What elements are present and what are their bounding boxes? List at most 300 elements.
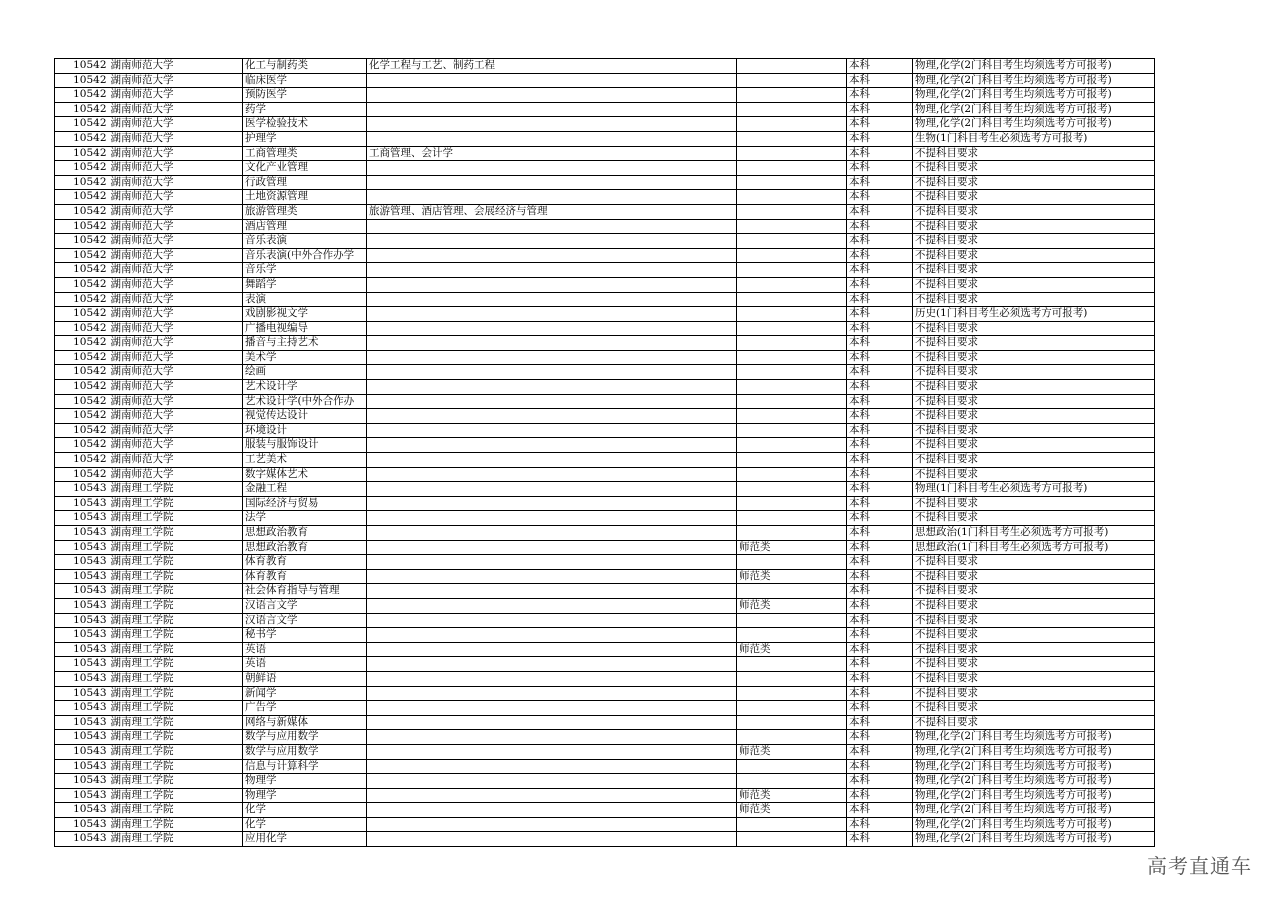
school-code-cell: 10542 <box>55 365 109 380</box>
category-cell <box>737 817 847 832</box>
school-name-cell: 湖南师范大学 <box>109 350 243 365</box>
included-majors-cell: 化学工程与工艺、制药工程 <box>367 59 737 74</box>
included-majors-cell <box>367 102 737 117</box>
included-majors-cell <box>367 336 737 351</box>
school-code-cell: 10542 <box>55 234 109 249</box>
category-cell <box>737 380 847 395</box>
category-cell <box>737 482 847 497</box>
school-name-cell: 湖南理工学院 <box>109 788 243 803</box>
included-majors-cell <box>367 321 737 336</box>
included-majors-cell <box>367 759 737 774</box>
subject-requirement-cell: 物理,化学(2门科目考生均须选考方可报考) <box>913 774 1155 789</box>
table-row <box>55 263 1155 278</box>
category-cell <box>737 438 847 453</box>
level-cell: 本科 <box>847 671 913 686</box>
table-row <box>55 788 1155 803</box>
school-code-cell: 10542 <box>55 307 109 322</box>
table-row <box>55 453 1155 468</box>
school-code-cell: 10542 <box>55 292 109 307</box>
included-majors-cell <box>367 496 737 511</box>
category-cell <box>737 613 847 628</box>
category-cell <box>737 73 847 88</box>
table-row <box>55 102 1155 117</box>
table-row <box>55 511 1155 526</box>
table-row <box>55 175 1155 190</box>
school-name-cell: 湖南师范大学 <box>109 117 243 132</box>
school-name-cell: 湖南师范大学 <box>109 453 243 468</box>
level-cell: 本科 <box>847 336 913 351</box>
table-row <box>55 628 1155 643</box>
school-code-cell: 10542 <box>55 336 109 351</box>
level-cell: 本科 <box>847 131 913 146</box>
table-row <box>55 438 1155 453</box>
category-cell <box>737 394 847 409</box>
table-row <box>55 350 1155 365</box>
category-cell <box>737 657 847 672</box>
level-cell: 本科 <box>847 642 913 657</box>
category-cell <box>737 263 847 278</box>
category-cell: 师范类 <box>737 803 847 818</box>
major-cell: 视觉传达设计 <box>243 409 367 424</box>
school-code-cell: 10543 <box>55 511 109 526</box>
school-name-cell: 湖南理工学院 <box>109 511 243 526</box>
included-majors-cell <box>367 88 737 103</box>
school-code-cell: 10543 <box>55 774 109 789</box>
subject-requirement-cell: 物理(1门科目考生必须选考方可报考) <box>913 482 1155 497</box>
included-majors-cell <box>367 671 737 686</box>
table-row <box>55 744 1155 759</box>
major-cell: 数学与应用数学 <box>243 744 367 759</box>
subject-requirement-cell: 物理,化学(2门科目考生均须选考方可报考) <box>913 59 1155 74</box>
subject-requirement-cell: 不提科目要求 <box>913 380 1155 395</box>
school-name-cell: 湖南师范大学 <box>109 423 243 438</box>
subject-requirement-cell: 历史(1门科目考生必须选考方可报考) <box>913 307 1155 322</box>
school-name-cell: 湖南理工学院 <box>109 744 243 759</box>
included-majors-cell <box>367 584 737 599</box>
school-name-cell: 湖南师范大学 <box>109 292 243 307</box>
school-code-cell: 10543 <box>55 482 109 497</box>
level-cell: 本科 <box>847 453 913 468</box>
major-cell: 音乐学 <box>243 263 367 278</box>
school-code-cell: 10543 <box>55 788 109 803</box>
school-code-cell: 10542 <box>55 117 109 132</box>
subject-requirement-cell: 物理,化学(2门科目考生均须选考方可报考) <box>913 759 1155 774</box>
level-cell: 本科 <box>847 234 913 249</box>
school-code-cell: 10542 <box>55 380 109 395</box>
category-cell <box>737 277 847 292</box>
school-code-cell: 10542 <box>55 219 109 234</box>
category-cell <box>737 219 847 234</box>
school-code-cell: 10542 <box>55 321 109 336</box>
major-cell: 化工与制药类 <box>243 59 367 74</box>
school-code-cell: 10543 <box>55 598 109 613</box>
category-cell <box>737 321 847 336</box>
level-cell: 本科 <box>847 832 913 847</box>
included-majors-cell <box>367 263 737 278</box>
included-majors-cell <box>367 540 737 555</box>
category-cell <box>737 409 847 424</box>
table-body <box>55 59 1155 847</box>
category-cell <box>737 467 847 482</box>
level-cell: 本科 <box>847 117 913 132</box>
subject-requirement-cell: 不提科目要求 <box>913 496 1155 511</box>
major-cell: 物理学 <box>243 788 367 803</box>
level-cell: 本科 <box>847 526 913 541</box>
major-cell: 旅游管理类 <box>243 204 367 219</box>
category-cell <box>737 117 847 132</box>
subject-requirement-cell: 物理,化学(2门科目考生均须选考方可报考) <box>913 788 1155 803</box>
major-cell: 工商管理类 <box>243 146 367 161</box>
level-cell: 本科 <box>847 161 913 176</box>
school-code-cell: 10543 <box>55 555 109 570</box>
school-name-cell: 湖南理工学院 <box>109 598 243 613</box>
included-majors-cell <box>367 161 737 176</box>
subject-requirement-cell: 思想政治(1门科目考生必须选考方可报考) <box>913 526 1155 541</box>
level-cell: 本科 <box>847 584 913 599</box>
major-cell: 广告学 <box>243 701 367 716</box>
level-cell: 本科 <box>847 102 913 117</box>
school-name-cell: 湖南师范大学 <box>109 190 243 205</box>
school-code-cell: 10543 <box>55 496 109 511</box>
table-row <box>55 598 1155 613</box>
major-cell: 药学 <box>243 102 367 117</box>
included-majors-cell <box>367 423 737 438</box>
major-cell: 音乐表演(中外合作办学 <box>243 248 367 263</box>
level-cell: 本科 <box>847 598 913 613</box>
school-code-cell: 10542 <box>55 467 109 482</box>
included-majors-cell <box>367 365 737 380</box>
major-cell: 法学 <box>243 511 367 526</box>
subject-requirement-cell: 物理,化学(2门科目考生均须选考方可报考) <box>913 817 1155 832</box>
school-name-cell: 湖南师范大学 <box>109 161 243 176</box>
included-majors-cell <box>367 701 737 716</box>
included-majors-cell: 旅游管理、酒店管理、会展经济与管理 <box>367 204 737 219</box>
school-code-cell: 10542 <box>55 59 109 74</box>
subject-requirement-cell: 不提科目要求 <box>913 467 1155 482</box>
category-cell <box>737 701 847 716</box>
category-cell <box>737 686 847 701</box>
table-row <box>55 204 1155 219</box>
category-cell <box>737 759 847 774</box>
level-cell: 本科 <box>847 686 913 701</box>
school-code-cell: 10542 <box>55 350 109 365</box>
school-name-cell: 湖南师范大学 <box>109 365 243 380</box>
level-cell: 本科 <box>847 803 913 818</box>
level-cell: 本科 <box>847 730 913 745</box>
subject-requirement-cell: 不提科目要求 <box>913 336 1155 351</box>
included-majors-cell <box>367 730 737 745</box>
level-cell: 本科 <box>847 613 913 628</box>
major-cell: 舞蹈学 <box>243 277 367 292</box>
major-cell: 医学检验技术 <box>243 117 367 132</box>
table-row <box>55 190 1155 205</box>
major-cell: 播音与主持艺术 <box>243 336 367 351</box>
category-cell <box>737 555 847 570</box>
table-row <box>55 146 1155 161</box>
included-majors-cell <box>367 555 737 570</box>
level-cell: 本科 <box>847 380 913 395</box>
category-cell: 师范类 <box>737 598 847 613</box>
school-code-cell: 10543 <box>55 642 109 657</box>
school-code-cell: 10543 <box>55 832 109 847</box>
school-name-cell: 湖南师范大学 <box>109 248 243 263</box>
table-row <box>55 832 1155 847</box>
included-majors-cell <box>367 248 737 263</box>
subject-requirement-cell: 不提科目要求 <box>913 146 1155 161</box>
level-cell: 本科 <box>847 817 913 832</box>
major-cell: 文化产业管理 <box>243 161 367 176</box>
subject-requirement-cell: 不提科目要求 <box>913 161 1155 176</box>
major-cell: 行政管理 <box>243 175 367 190</box>
category-cell <box>737 175 847 190</box>
table-row <box>55 117 1155 132</box>
subject-requirement-cell: 不提科目要求 <box>913 248 1155 263</box>
school-code-cell: 10543 <box>55 569 109 584</box>
included-majors-cell <box>367 394 737 409</box>
school-code-cell: 10542 <box>55 394 109 409</box>
subject-requirement-cell: 物理,化学(2门科目考生均须选考方可报考) <box>913 117 1155 132</box>
category-cell <box>737 774 847 789</box>
included-majors-cell <box>367 467 737 482</box>
school-name-cell: 湖南理工学院 <box>109 569 243 584</box>
major-cell: 秘书学 <box>243 628 367 643</box>
level-cell: 本科 <box>847 409 913 424</box>
school-code-cell: 10542 <box>55 423 109 438</box>
school-code-cell: 10542 <box>55 73 109 88</box>
school-code-cell: 10543 <box>55 526 109 541</box>
subject-requirement-cell: 不提科目要求 <box>913 423 1155 438</box>
subject-requirement-cell: 不提科目要求 <box>913 438 1155 453</box>
school-name-cell: 湖南理工学院 <box>109 628 243 643</box>
major-cell: 化学 <box>243 817 367 832</box>
major-cell: 环境设计 <box>243 423 367 438</box>
level-cell: 本科 <box>847 496 913 511</box>
major-cell: 护理学 <box>243 131 367 146</box>
table-row <box>55 701 1155 716</box>
major-cell: 思想政治教育 <box>243 526 367 541</box>
subject-requirement-cell: 不提科目要求 <box>913 628 1155 643</box>
table-row <box>55 131 1155 146</box>
school-name-cell: 湖南师范大学 <box>109 102 243 117</box>
major-cell: 新闻学 <box>243 686 367 701</box>
major-cell: 英语 <box>243 657 367 672</box>
major-cell: 金融工程 <box>243 482 367 497</box>
table-row <box>55 803 1155 818</box>
major-cell: 社会体育指导与管理 <box>243 584 367 599</box>
included-majors-cell <box>367 131 737 146</box>
subject-requirement-cell: 不提科目要求 <box>913 453 1155 468</box>
level-cell: 本科 <box>847 394 913 409</box>
school-name-cell: 湖南师范大学 <box>109 409 243 424</box>
school-name-cell: 湖南师范大学 <box>109 394 243 409</box>
school-name-cell: 湖南理工学院 <box>109 496 243 511</box>
school-name-cell: 湖南理工学院 <box>109 817 243 832</box>
table-row <box>55 482 1155 497</box>
table-row <box>55 715 1155 730</box>
school-code-cell: 10543 <box>55 671 109 686</box>
category-cell <box>737 715 847 730</box>
level-cell: 本科 <box>847 467 913 482</box>
school-name-cell: 湖南师范大学 <box>109 73 243 88</box>
included-majors-cell <box>367 117 737 132</box>
subject-requirement-cell: 物理,化学(2门科目考生均须选考方可报考) <box>913 88 1155 103</box>
subject-requirement-cell: 物理,化学(2门科目考生均须选考方可报考) <box>913 744 1155 759</box>
major-cell: 广播电视编导 <box>243 321 367 336</box>
level-cell: 本科 <box>847 204 913 219</box>
level-cell: 本科 <box>847 511 913 526</box>
table-row <box>55 496 1155 511</box>
subject-requirement-cell: 不提科目要求 <box>913 715 1155 730</box>
subject-requirement-cell: 不提科目要求 <box>913 409 1155 424</box>
school-name-cell: 湖南师范大学 <box>109 219 243 234</box>
subject-requirement-cell: 不提科目要求 <box>913 511 1155 526</box>
level-cell: 本科 <box>847 657 913 672</box>
subject-requirement-cell: 不提科目要求 <box>913 555 1155 570</box>
school-name-cell: 湖南师范大学 <box>109 131 243 146</box>
table-row <box>55 292 1155 307</box>
included-majors-cell <box>367 350 737 365</box>
school-code-cell: 10542 <box>55 131 109 146</box>
included-majors-cell <box>367 526 737 541</box>
level-cell: 本科 <box>847 73 913 88</box>
included-majors-cell <box>367 219 737 234</box>
table-row <box>55 234 1155 249</box>
major-cell: 美术学 <box>243 350 367 365</box>
school-code-cell: 10542 <box>55 161 109 176</box>
included-majors-cell <box>367 292 737 307</box>
category-cell <box>737 832 847 847</box>
major-cell: 服装与服饰设计 <box>243 438 367 453</box>
school-name-cell: 湖南师范大学 <box>109 234 243 249</box>
included-majors-cell: 工商管理、会计学 <box>367 146 737 161</box>
subject-requirement-cell: 不提科目要求 <box>913 234 1155 249</box>
subject-requirement-cell: 不提科目要求 <box>913 657 1155 672</box>
included-majors-cell <box>367 657 737 672</box>
category-cell <box>737 204 847 219</box>
category-cell <box>737 248 847 263</box>
included-majors-cell <box>367 438 737 453</box>
category-cell: 师范类 <box>737 569 847 584</box>
level-cell: 本科 <box>847 59 913 74</box>
school-code-cell: 10543 <box>55 613 109 628</box>
table-row <box>55 569 1155 584</box>
table-row <box>55 307 1155 322</box>
included-majors-cell <box>367 686 737 701</box>
admission-requirements-table <box>54 58 1155 847</box>
level-cell: 本科 <box>847 569 913 584</box>
subject-requirement-cell: 思想政治(1门科目考生必须选考方可报考) <box>913 540 1155 555</box>
major-cell: 预防医学 <box>243 88 367 103</box>
included-majors-cell <box>367 642 737 657</box>
major-cell: 临床医学 <box>243 73 367 88</box>
included-majors-cell <box>367 73 737 88</box>
table-row <box>55 642 1155 657</box>
school-name-cell: 湖南理工学院 <box>109 555 243 570</box>
level-cell: 本科 <box>847 350 913 365</box>
school-name-cell: 湖南师范大学 <box>109 307 243 322</box>
school-code-cell: 10543 <box>55 701 109 716</box>
major-cell: 酒店管理 <box>243 219 367 234</box>
school-code-cell: 10543 <box>55 803 109 818</box>
included-majors-cell <box>367 453 737 468</box>
category-cell <box>737 102 847 117</box>
subject-requirement-cell: 物理,化学(2门科目考生均须选考方可报考) <box>913 730 1155 745</box>
table-row <box>55 555 1155 570</box>
school-code-cell: 10542 <box>55 88 109 103</box>
school-name-cell: 湖南理工学院 <box>109 540 243 555</box>
level-cell: 本科 <box>847 190 913 205</box>
included-majors-cell <box>367 803 737 818</box>
subject-requirement-cell: 不提科目要求 <box>913 219 1155 234</box>
school-name-cell: 湖南师范大学 <box>109 438 243 453</box>
included-majors-cell <box>367 234 737 249</box>
school-code-cell: 10543 <box>55 628 109 643</box>
school-name-cell: 湖南理工学院 <box>109 686 243 701</box>
major-cell: 数学与应用数学 <box>243 730 367 745</box>
included-majors-cell <box>367 307 737 322</box>
school-code-cell: 10542 <box>55 175 109 190</box>
major-cell: 汉语言文学 <box>243 613 367 628</box>
level-cell: 本科 <box>847 248 913 263</box>
level-cell: 本科 <box>847 146 913 161</box>
table-row <box>55 394 1155 409</box>
watermark-text: 高考直通车 <box>1147 854 1252 878</box>
major-cell: 信息与计算科学 <box>243 759 367 774</box>
school-name-cell: 湖南理工学院 <box>109 671 243 686</box>
level-cell: 本科 <box>847 555 913 570</box>
school-name-cell: 湖南理工学院 <box>109 759 243 774</box>
category-cell <box>737 88 847 103</box>
category-cell <box>737 234 847 249</box>
table-row <box>55 526 1155 541</box>
included-majors-cell <box>367 774 737 789</box>
school-code-cell: 10542 <box>55 146 109 161</box>
subject-requirement-cell: 物理,化学(2门科目考生均须选考方可报考) <box>913 832 1155 847</box>
major-cell: 表演 <box>243 292 367 307</box>
level-cell: 本科 <box>847 540 913 555</box>
major-cell: 朝鲜语 <box>243 671 367 686</box>
school-code-cell: 10543 <box>55 759 109 774</box>
table-row <box>55 88 1155 103</box>
level-cell: 本科 <box>847 744 913 759</box>
category-cell <box>737 336 847 351</box>
school-name-cell: 湖南理工学院 <box>109 526 243 541</box>
table-row <box>55 584 1155 599</box>
subject-requirement-cell: 不提科目要求 <box>913 277 1155 292</box>
subject-requirement-cell: 不提科目要求 <box>913 263 1155 278</box>
included-majors-cell <box>367 409 737 424</box>
level-cell: 本科 <box>847 759 913 774</box>
major-cell: 体育教育 <box>243 555 367 570</box>
included-majors-cell <box>367 380 737 395</box>
category-cell <box>737 190 847 205</box>
major-cell: 音乐表演 <box>243 234 367 249</box>
major-cell: 英语 <box>243 642 367 657</box>
school-code-cell: 10542 <box>55 277 109 292</box>
category-cell <box>737 365 847 380</box>
table-row <box>55 59 1155 74</box>
level-cell: 本科 <box>847 263 913 278</box>
table-row <box>55 365 1155 380</box>
category-cell <box>737 584 847 599</box>
subject-requirement-cell: 生物(1门科目考生必须选考方可报考) <box>913 131 1155 146</box>
level-cell: 本科 <box>847 307 913 322</box>
subject-requirement-cell: 不提科目要求 <box>913 292 1155 307</box>
subject-requirement-cell: 不提科目要求 <box>913 204 1155 219</box>
category-cell <box>737 730 847 745</box>
school-name-cell: 湖南理工学院 <box>109 803 243 818</box>
school-code-cell: 10543 <box>55 540 109 555</box>
